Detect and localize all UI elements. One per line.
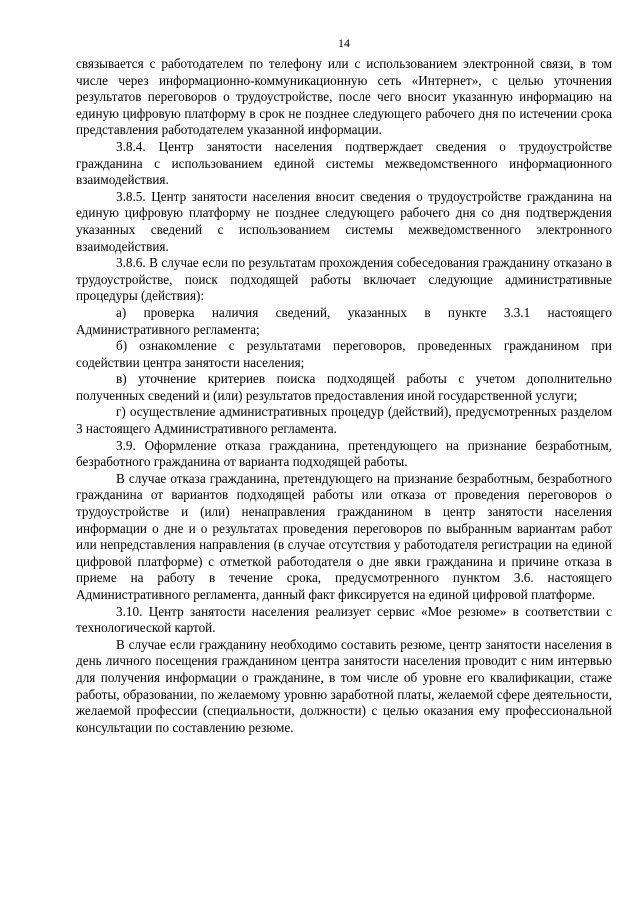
paragraph-resume: В случае если гражданину необходимо составить резюме, центр занятости населения в день личного посещения гражданином центра занятости населения проводит с ним интервью для получения информации о гражданине, в том числе об уровне его квалификации, стаже работы, образовании, по желаемому уровню заработной платы, желаемой сфере деятельности, желаемой профессии (специальности, должности) с целью оказания ему профессиональной консультации по составлению резюме.	[76, 636, 612, 735]
paragraph-3-9: 3.9. Оформление отказа гражданина, претендующего на признание безработным, безработного гражданина от варианта подходящей работы.	[76, 437, 612, 470]
list-item-a: а) проверка наличия сведений, указанных в пункте 3.3.1 настоящего Административного регламента;	[76, 304, 612, 337]
paragraph-3-10: 3.10. Центр занятости населения реализует сервис «Мое резюме» в соответствии с технологической картой.	[76, 603, 612, 636]
list-item-g: г) осуществление административных процедур (действий), предусмотренных разделом 3 настоящего Административного регламента.	[76, 404, 612, 437]
list-item-v: в) уточнение критериев поиска подходящей работы с учетом дополнительно полученных сведений и (или) результатов предоставления иной государственной услуги;	[76, 371, 612, 403]
page-number: 14	[338, 36, 350, 50]
paragraph-3-9-refusal: В случае отказа гражданина, претендующего на признание безработным, безработного гражданина от вариантов подходящей работы или отказа от проведения переговоров о трудоустройстве и (или) ненаправления гражданином в центр занятости населения информации о дне и о результатах проведения переговоров по выбранным вариантам работ или непредставления направления (в случае отсутствия у работодателя регистрации на единой цифровой платформе) с отметкой работодателя о дне явки гражданина и причине отказа в приеме на работу в течение срока, предусмотренного пунктом 3.6. настоящего Административного регламента, данный факт фиксируется на единой цифровой платформе.	[76, 470, 612, 602]
list-item-b: б) ознакомление с результатами переговоров, проведенных гражданином при содействии центра занятости населения;	[76, 338, 612, 370]
paragraph-3-8-4: 3.8.4. Центр занятости населения подтверждает сведения о трудоустройстве гражданина с использованием единой системы межведомственного информационного взаимодействия.	[76, 138, 612, 188]
paragraph-3-8-5: 3.8.5. Центр занятости населения вносит сведения о трудоустройстве гражданина на единую цифровую платформу не позднее следующего рабочего дня со дня подтверждения указанных сведений с использованием системы межведомственного электронного взаимодействия.	[76, 188, 612, 254]
paragraph-continuation: связывается с работодателем по телефону или с использованием электронной связи, в том числе через информационно-коммуникационную сеть «Интернет», с целью уточнения результатов переговоров о трудоустройстве, после чего вносит указанную информацию на единую цифровую платформу в срок не позднее следующего рабочего дня по истечении срока представления работодателем указанной информации.	[76, 56, 612, 138]
paragraph-3-8-6: 3.8.6. В случае если по результатам прохождения собеседования гражданину отказано в трудоустройстве, поиск подходящей работы включает следующие административные процедуры (действия):	[76, 255, 612, 304]
